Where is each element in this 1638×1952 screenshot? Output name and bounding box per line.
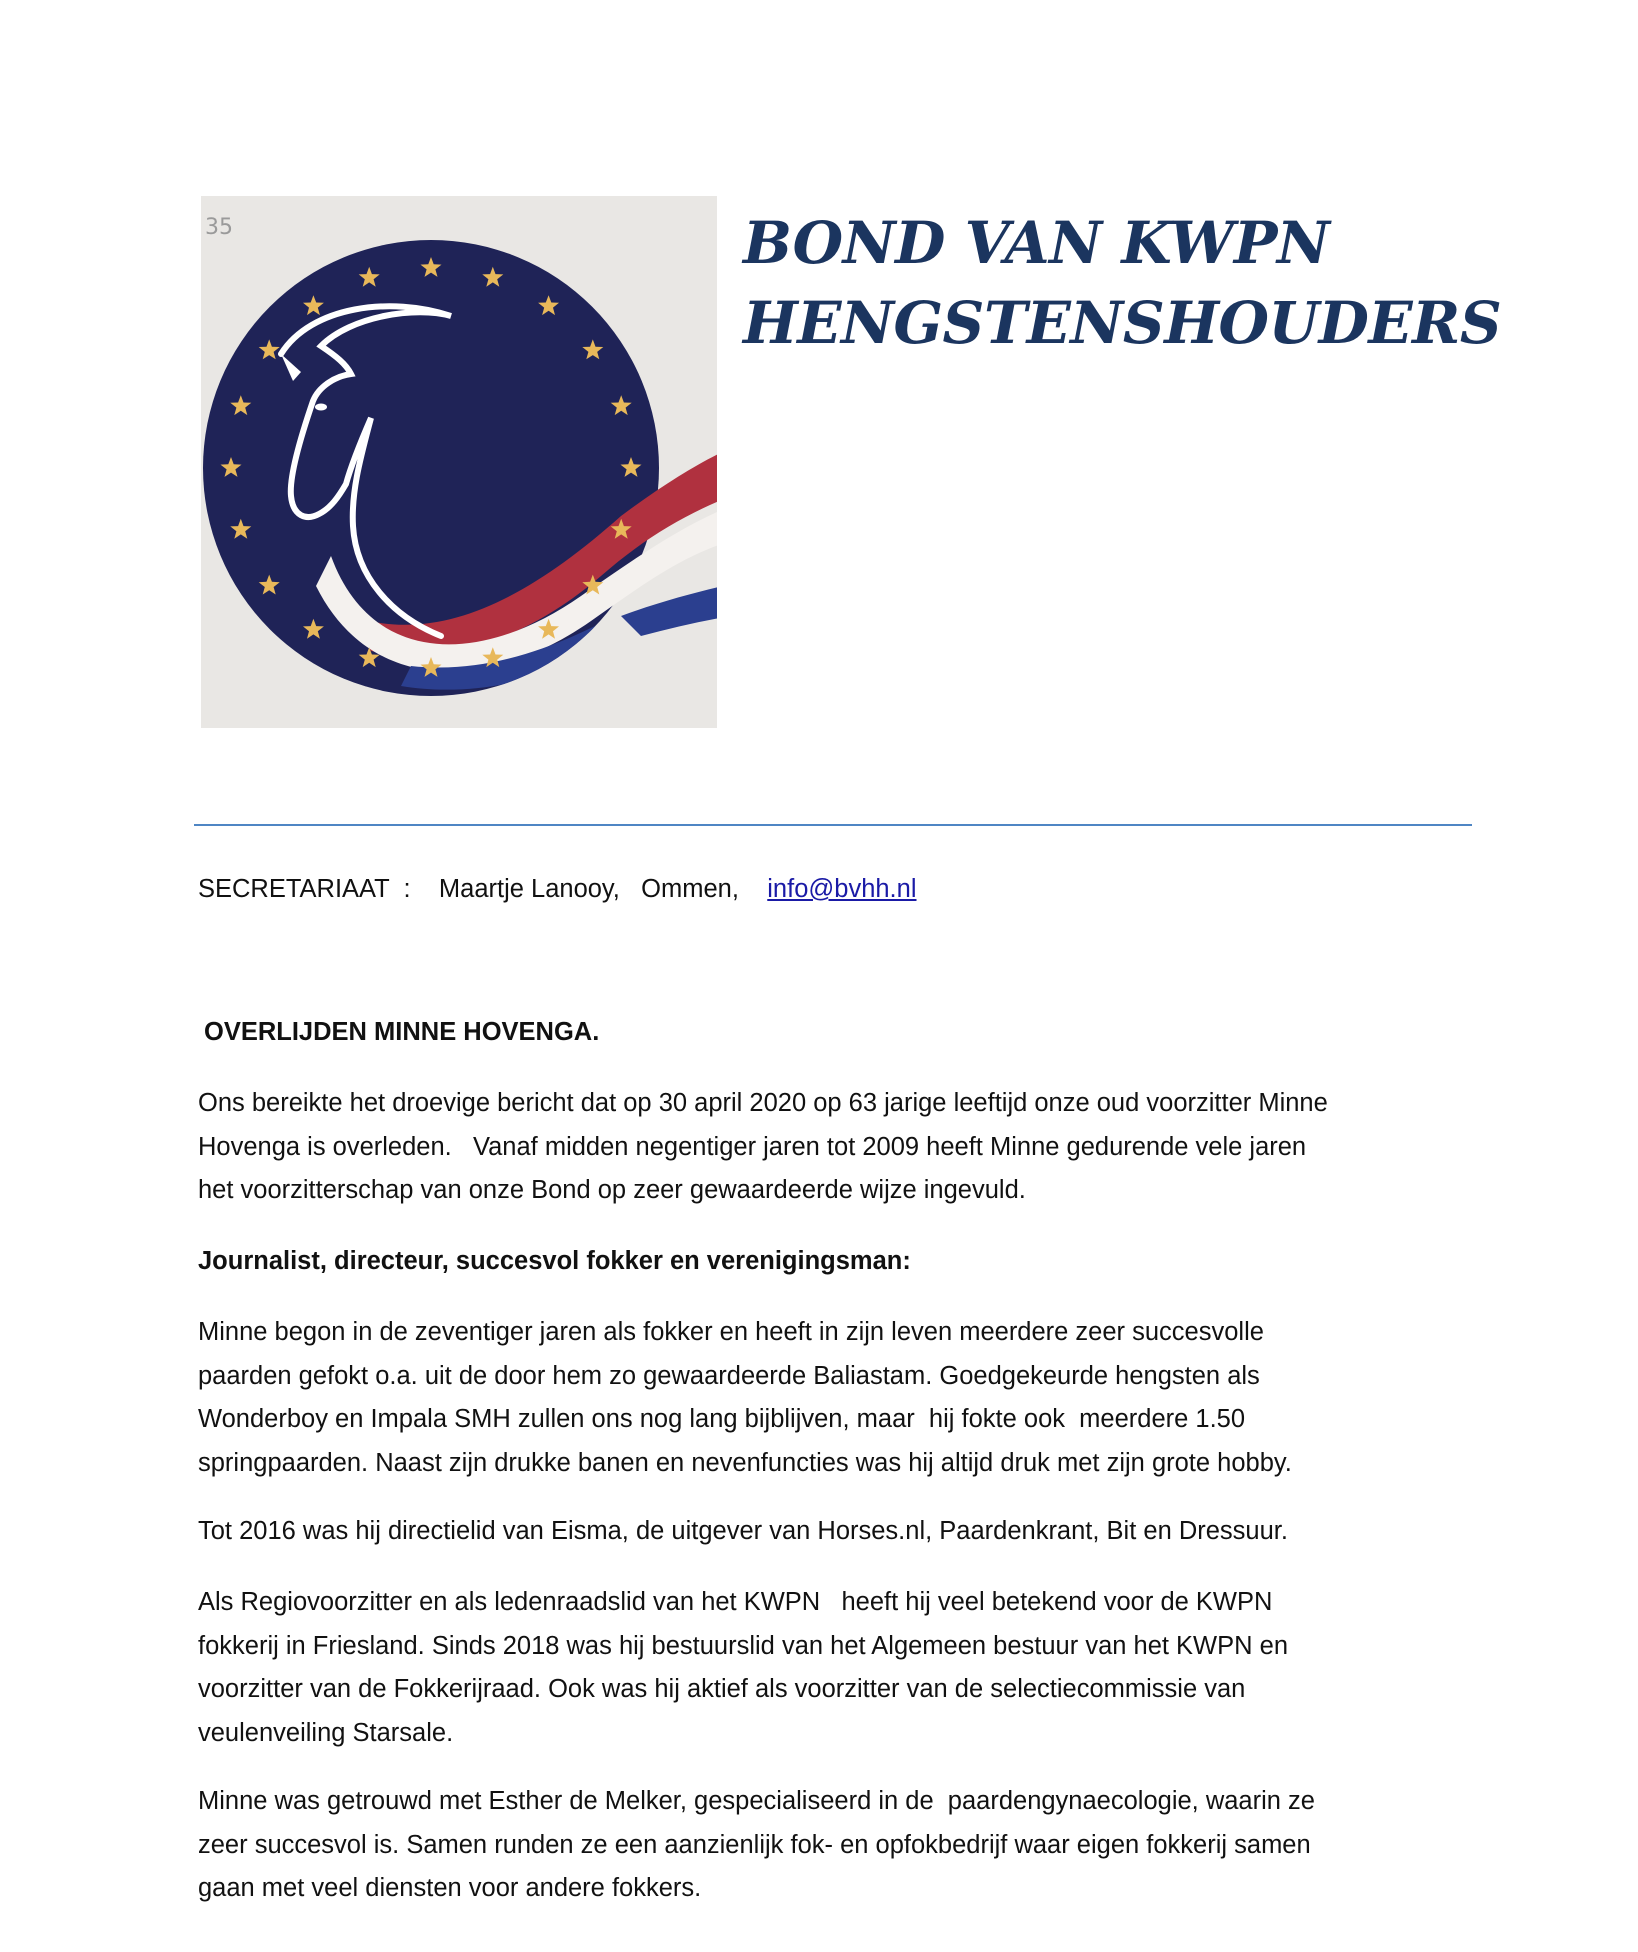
paragraph-family — [198, 1780, 1488, 1911]
email-link[interactable]: info@bvhh.nl — [767, 875, 917, 903]
paragraph-line: fokkerij in Friesland. Sinds 2018 was hij bestuurslid van het Algemeen bestuur van het KWPN en — [198, 1631, 1289, 1660]
paragraph-line: Ons bereikte het droevige bericht dat op 30 april 2020 op 63 jarige leeftijd onze oud voorzitter Minne — [198, 1089, 1328, 1117]
paragraph-line: het voorzitterschap van onze Bond op zeer gewaardeerde wijze ingevuld. — [198, 1176, 1026, 1204]
paragraph-line: Wonderboy en Impala SMH zullen ons nog lang bijblijven, maar hij fokte ook meerdere 1.50 — [198, 1405, 1246, 1433]
secretariaat-label: SECRETARIAAT — [198, 875, 390, 903]
bvhh-horse-logo — [201, 196, 717, 728]
logo-corner-mark: 35 — [205, 215, 233, 240]
paragraph-kwpn — [198, 1581, 1488, 1755]
article-heading: OVERLIJDEN MINNE HOVENGA. — [204, 1018, 600, 1046]
paragraph-line: gaan met veel diensten voor andere fokkers. — [198, 1874, 702, 1902]
title-line-1: BOND VAN KWPN — [743, 209, 1330, 277]
paragraph-eisma — [198, 1510, 1488, 1554]
header-divider — [194, 824, 1472, 826]
paragraph-line: Hovenga is overleden. Vanaf midden negentiger jaren tot 2009 heeft Minne gedurende vele jaren — [198, 1132, 1307, 1161]
logo-graphic — [201, 196, 717, 728]
paragraph-line: paarden gefokt o.a. uit de door hem zo gewaardeerde Baliastam. Goedgekeurde hengsten als — [198, 1361, 1260, 1390]
paragraph-line: Als Regiovoorzitter en als ledenraadslid van het KWPN heeft hij veel betekend voor de KWPN — [198, 1588, 1273, 1616]
title-line-2: HENGSTENSHOUDERS — [743, 289, 1502, 357]
article-subheading: Journalist, directeur, succesvol fokker en verenigingsman: — [198, 1247, 911, 1275]
paragraph-line: Tot 2016 was hij directielid van Eisma, de uitgever van Horses.nl, Paardenkrant, Bit en Dressuur. — [198, 1517, 1288, 1545]
paragraph-intro — [198, 1082, 1488, 1213]
logo-horse-eye — [315, 404, 327, 411]
paragraph-line: veulenveiling Starsale. — [198, 1718, 454, 1747]
secretariaat-separator: : — [403, 875, 411, 903]
contact-person: Maartje Lanooy, — [438, 875, 620, 903]
paragraph-line: zeer succesvol is. Samen runden ze een aanzienlijk fok- en opfokbedrijf waar eigen fokkerij samen — [198, 1830, 1311, 1859]
paragraph-line: Minne begon in de zeventiger jaren als fokker en heeft in zijn leven meerdere zeer succesvolle — [198, 1318, 1264, 1346]
contact-place: Ommen, — [641, 875, 739, 903]
paragraph-line: springpaarden. Naast zijn drukke banen en nevenfuncties was hij altijd druk met zijn grote hobby. — [198, 1448, 1292, 1477]
paragraph-line: voorzitter van de Fokkerijraad. Ook was hij aktief als voorzitter van de selectiecommissie van — [198, 1675, 1246, 1703]
organization-title — [743, 203, 1501, 363]
logo-blue-ribbon-tail — [621, 584, 717, 636]
secretariaat-line — [198, 868, 1488, 912]
paragraph-line: Minne was getrouwd met Esther de Melker, gespecialiseerd in de paardengynaecologie, waarin ze — [198, 1787, 1315, 1815]
paragraph-breeder — [198, 1311, 1488, 1485]
